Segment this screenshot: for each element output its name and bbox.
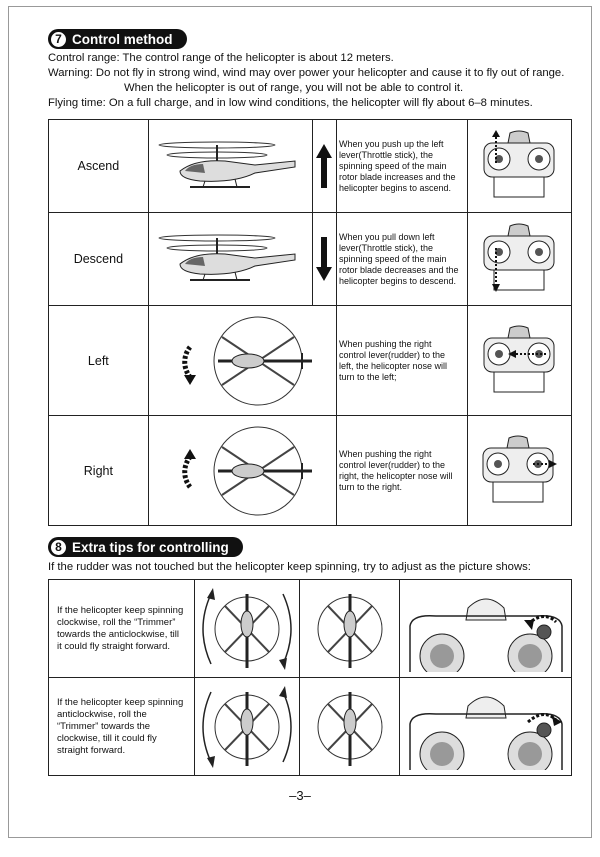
page-number: –3– (289, 788, 311, 803)
control-range-text: Control range: The control range of the helicopter is about 12 meters. (48, 52, 394, 64)
section-title: Extra tips for controlling (72, 539, 229, 555)
helicopter-top-view-icon (162, 423, 322, 519)
control-method-table (48, 119, 572, 526)
remote-control-icon (480, 324, 558, 398)
warning-text: Warning: Do not fly in strong wind, wind may over power your helicopter and cause it to fly out of range. (48, 67, 565, 79)
flying-time-text: Flying time: On a full charge, and in low wind conditions, the helicopter will fly about 6–8 minutes. (48, 97, 533, 109)
row-label: Ascend (49, 120, 149, 213)
row-label: Left (49, 306, 149, 416)
helicopter-top-illustration (148, 416, 336, 526)
section-number: 7 (51, 32, 66, 47)
table-row (49, 213, 572, 306)
helicopter-straight-illustration (300, 580, 400, 678)
helicopter-top-view-icon (310, 584, 390, 674)
arrow-up-icon (316, 144, 332, 188)
helicopter-side-illustration (148, 213, 312, 306)
spinning-helicopter-illustration (194, 580, 300, 678)
section-header-control-method (48, 29, 187, 49)
helicopter-top-view-icon (162, 313, 322, 409)
row-description: When you pull down left lever(Throttle stick), the spinning speed of the main rotor blade decreases and the helicopter begins to descend. (336, 213, 467, 306)
row-label: Right (49, 416, 149, 526)
remote-control-illustration (467, 120, 571, 213)
table-row (49, 120, 572, 213)
arrow-down-icon (316, 237, 332, 281)
helicopter-top-illustration (148, 306, 336, 416)
arrow-cell (312, 120, 336, 213)
remote-control-illustration (467, 306, 571, 416)
section-header-extra-tips (48, 537, 243, 557)
remote-control-icon (480, 129, 558, 203)
row-description: When you push up the left lever(Throttle stick), the spinning speed of the main rotor blade increases and the helicopter begins to ascend. (336, 120, 467, 213)
helicopter-icon (155, 224, 305, 294)
helicopter-spinning-icon (197, 682, 297, 772)
row-description: When pushing the right control lever(rudder) to the left, the helicopter nose will turn to the left; (336, 306, 467, 416)
helicopter-top-view-icon (310, 682, 390, 772)
arrow-cell (312, 213, 336, 306)
section-number: 8 (51, 540, 66, 555)
row-description: If the helicopter keep spinning clockwise, roll the “Trimmer” towards the anticlockwise, till it could fly straight forward. (49, 580, 195, 678)
spinning-helicopter-illustration (194, 678, 300, 776)
table-row (49, 416, 572, 526)
remote-control-illustration (467, 213, 571, 306)
row-label: Descend (49, 213, 149, 306)
table-row (49, 306, 572, 416)
helicopter-straight-illustration (300, 678, 400, 776)
extra-tips-table (48, 579, 572, 776)
helicopter-side-illustration (148, 120, 312, 213)
row-description: When pushing the right control lever(rudder) to the right, the helicopter nose will turn to the right. (336, 416, 467, 526)
trimmer-illustration (400, 580, 572, 678)
control-method-intro (48, 51, 578, 111)
trimmer-illustration (400, 678, 572, 776)
section-title: Control method (72, 31, 173, 47)
row-description: If the helicopter keep spinning anticlockwise, roll the “Trimmer” towards the clockwise, till it could fly straight forward. (49, 678, 195, 776)
remote-control-icon (480, 222, 558, 296)
helicopter-spinning-icon (197, 584, 297, 674)
helicopter-icon (155, 131, 305, 201)
extra-tips-intro: If the rudder was not touched but the helicopter keep spinning, try to adjust as the picture shows: (48, 561, 531, 573)
remote-control-icon (479, 434, 559, 508)
table-row (49, 580, 572, 678)
warning-text-continued: When the helicopter is out of range, you will not be able to control it. (124, 82, 464, 94)
remote-trimmer-clockwise-icon (406, 684, 566, 770)
remote-control-illustration (467, 416, 571, 526)
table-row (49, 678, 572, 776)
remote-trimmer-anticlockwise-icon (406, 586, 566, 672)
